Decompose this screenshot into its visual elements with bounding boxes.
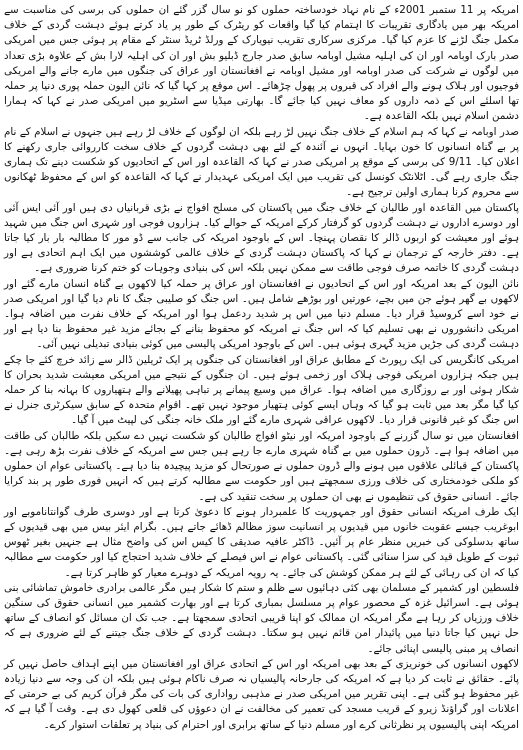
- article-paragraph: فلسطین اور کشمیر کے مسلمان بھی کئی دہائیوں سے ظلم و ستم کا شکار ہیں مگر عالمی برادری خاموش تماشائی بنی ہوئی ہے۔ اسرائیل غزہ کے محصور عوام پر مسلسل بمباری کرتا ہے اور بھارت کشمیر میں انسانی حقوق کی سنگین خلاف ورزیاں کر رہا ہے مگر امریکہ ان ممالک کو اپنا قریبی اتحادی سمجھتا ہے۔ جب تک ان مسائل کو انصاف کے ساتھ حل نہیں کیا جاتا دنیا میں پائیدار امن قائم نہیں ہو سکتا۔ دہشت گردی کے خلاف جنگ جیتنے کے لئے ضروری ہے کہ انصاف پر مبنی پالیسی اپنائی جائے۔: [4, 581, 519, 655]
- article-paragraph: نائن الیون کے بعد امریکہ اور اس کے اتحادیوں نے افغانستان اور عراق پر حملہ کیا لاکھوں بے گناہ انسان مارے گئے اور لاکھوں بے گھر ہوئے جن میں بچے، عورتیں اور بوڑھے شامل ہیں۔ اس جنگ کو صلیبی جنگ کا نام دیا گیا اور امریکی صدر نے خود اسے کروسیڈ قرار دیا۔ مسلم دنیا میں اس پر شدید ردعمل ہوا اور امریکہ کے خلاف نفرت میں اضافہ ہوا۔ امریکی دانشوروں نے بھی تسلیم کیا کہ اس جنگ نے امریکہ کو محفوظ بنانے کے بجائے مزید غیر محفوظ بنا دیا ہے اور دہشت گردی کی جڑیں مزید گہری ہوئی ہیں۔ اس کے باوجود امریکی پالیسی میں کوئی بنیادی تبدیلی نہیں آئی۔: [4, 277, 519, 351]
- article-paragraph: لاکھوں انسانوں کی خونریزی کے بعد بھی امریکہ اور اس کے اتحادی عراق اور افغانستان میں اپنے اہداف حاصل نہیں کر پائے۔ حقائق نے ثابت کر دیا ہے کہ امریکہ کی جارحانہ پالیسیاں نہ صرف ناکام ہوئی ہیں بلکہ ان کی وجہ سے دنیا زیادہ غیر محفوظ ہو گئی ہے۔ اپنی تقریر میں امریکی صدر نے مذہبی رواداری کی بات کی مگر قرآن کریم کی بے حرمتی کے اعلانات اور گراؤنڈ زیرو کے قریب مسجد کی تعمیر کی مخالفت نے ان دعوؤں کی قلعی کھول دی ہے۔ وقت آ گیا ہے کہ امریکہ اپنی پالیسیوں پر نظرثانی کرے اور مسلم دنیا کے ساتھ برابری اور احترام کی بنیاد پر تعلقات استوار کرے۔: [4, 657, 519, 731]
- article-paragraph: ایک طرف امریکہ انسانی حقوق اور جمہوریت کا علمبردار ہونے کا دعویٰ کرتا ہے اور دوسری طرف گوانتاناموبے اور ابوغریب جیسے عقوبت خانوں میں قیدیوں پر انسانیت سوز مظالم ڈھائے جاتے ہیں۔ بگرام ایئر بیس میں بھی قیدیوں کے ساتھ بدسلوکی کی خبریں منظر عام پر آئیں۔ ڈاکٹر عافیہ صدیقی کا کیس اس کی واضح مثال ہے جنہیں بغیر ٹھوس ثبوت کے طویل قید کی سزا سنائی گئی۔ پاکستانی عوام نے اس فیصلے کے خلاف شدید احتجاج کیا اور حکومت سے مطالبہ کیا کہ ان کی رہائی کے لئے ہر ممکن کوشش کی جائے۔ یہ رویہ امریکہ کے دوہرے معیار کو ظاہر کرتا ہے۔: [4, 505, 519, 579]
- article-paragraph: امریکہ پر 11 ستمبر 2001ء کے نام نہاد خودساختہ حملوں کو نو سال گزر گئے ان حملوں کی برسی کی مناسبت سے امریکہ بھر میں یادگاری تقریبات کا اہتمام کیا گیا واقعات کو ریٹرک کے طور پر یاد کرتے ہوئے دہشت گردی کے خلاف مکمل جنگ لڑنے کا عزم کیا گیا۔ مرکزی سرکاری تقریب نیویارک کے ورلڈ ٹریڈ سنٹر کے مقام پر ہوئی جس میں امریکی صدر بارک اوبامہ اور ان کی اہلیہ مشیل اوبامہ سابق صدر جارج ڈبلیو بش اور ان کی اہلیہ لارا بش کے علاوہ بڑی تعداد میں لوگوں نے شرکت کی صدر اوبامہ اور مشیل اوبامہ نے افغانستان اور عراق کی جنگوں میں مارے جانے والے امریکی فوجیوں اور ہلاک ہونے والے افراد کی قبروں پر پھول چڑھائے۔ اس موقع پر کہا گیا کہ نائن الیون حملہ پوری دنیا پر حملہ تھا اسلئے اس کے ذمہ داروں کو معاف نہیں کیا جائے گا۔ بھارتی میڈیا سے اسٹریو میں امریکی صدر نے کہا کہ ہمارا دشمن اسلام نہیں بلکہ القاعدہ ہے۔: [4, 4, 519, 123]
- article-paragraph: پاکستان میں القاعدہ اور طالبان کے خلاف جنگ میں پاکستان کی مسلح افواج نے بڑی قربانیاں دی ہیں اور آئی ایس آئی اور دوسرے اداروں نے دہشت گردوں کو گرفتار کرکے امریکہ کے حوالے کیا۔ ہزاروں فوجی اور شہری اس جنگ میں شہید ہوئے اور معیشت کو اربوں ڈالر کا نقصان پہنچا۔ اس کے باوجود امریکہ کی جانب سے ڈو مور کا مطالبہ بار بار کیا جاتا ہے۔ دفتر خارجہ کے ترجمان نے کہا کہ پاکستان دہشت گردی کے خلاف عالمی کوششوں میں ایک اہم اتحادی ہے اور دہشت گردی کا خاتمہ صرف فوجی طاقت سے ممکن نہیں بلکہ اس کی بنیادی وجوہات کو ختم کرنا ضروری ہے۔: [4, 201, 519, 275]
- article-body: [4, 3, 519, 733]
- article-paragraph: امریکی کانگریس کی ایک رپورٹ کے مطابق عراق اور افغانستان کی جنگوں پر ایک ٹریلین ڈالر سے زائد خرچ کئے جا چکے ہیں جبکہ ہزاروں امریکی فوجی ہلاک اور زخمی ہوئے ہیں۔ ان جنگوں کے نتیجے میں امریکی معیشت شدید بحران کا شکار ہوئی اور بے روزگاری میں اضافہ ہوا۔ عراق میں وسیع پیمانے پر تباہی پھیلانے والے ہتھیاروں کا بہانہ بنا کر حملہ کیا گیا مگر بعد میں ثابت ہو گیا کہ وہاں ایسے کوئی ہتھیار موجود نہیں تھے۔ اقوام متحدہ کے سابق سیکرٹری جنرل نے اس جنگ کو غیر قانونی قرار دیا۔ لاکھوں عراقی شہری مارے گئے اور ملک خانہ جنگی کی لپیٹ میں آ گیا۔: [4, 353, 519, 427]
- article-paragraph: صدر اوبامہ نے کہا کہ ہم اسلام کے خلاف جنگ نہیں لڑ رہے بلکہ ان لوگوں کے خلاف لڑ رہے ہیں جنہوں نے اسلام کے نام پر بے گناہ انسانوں کا خون بہایا۔ انہوں نے آئندہ کے لئے بھی دہشت گردوں کے خلاف سخت کارروائی جاری رکھنے کا اعلان کیا۔ 9/11 کی برسی کے موقع پر امریکی صدر نے کہا کہ القاعدہ اور اس کے اتحادیوں کو شکست دینے تک ہماری جنگ جاری رہے گی۔ اٹلانٹک کونسل کی تقریب میں ایک امریکی عہدیدار نے کہا کہ القاعدہ کو اس کے محفوظ ٹھکانوں سے محروم کرنا ہماری اولین ترجیح ہے۔: [4, 125, 520, 199]
- article-paragraph: افغانستان میں نو سال گزرنے کے باوجود امریکہ اور نیٹو افواج طالبان کو شکست نہیں دے سکیں بلکہ طالبان کی طاقت میں اضافہ ہوا ہے۔ ڈرون حملوں میں بے گناہ شہری مارے جا رہے ہیں جس سے امریکہ کے خلاف نفرت بڑھ رہی ہے۔ پاکستان کے قبائلی علاقوں میں ہونے والے ڈرون حملوں نے صورتحال کو مزید پیچیدہ بنا دیا ہے۔ پاکستانی عوام ان حملوں کو ملکی خودمختاری کی خلاف ورزی سمجھتے ہیں اور حکومت سے مطالبہ کرتے ہیں کہ انہیں فوری طور پر بند کرایا جائے۔ انسانی حقوق کی تنظیموں نے بھی ان حملوں پر سخت تنقید کی ہے۔: [4, 429, 519, 503]
